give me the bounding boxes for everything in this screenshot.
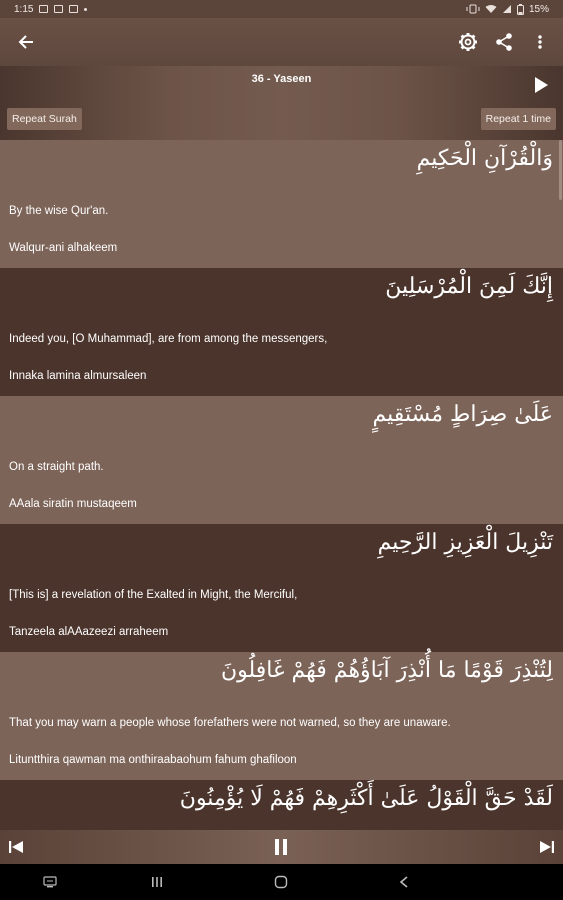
verse-arabic: لِتُنْذِرَ قَوْمًا مَا أُنْذِرَ آبَاؤُهُمْ فَهُمْ غَافِلُونَ [220, 658, 553, 683]
skip-next-icon [539, 839, 555, 855]
more-vert-icon [537, 33, 543, 51]
signal-icon [502, 4, 512, 14]
recent-apps-icon [150, 875, 164, 889]
more-options-button[interactable] [525, 27, 555, 57]
mail-notification-icon [54, 5, 63, 13]
status-time: 1:15 [14, 3, 34, 15]
skip-previous-icon [8, 839, 24, 855]
app-toolbar [0, 18, 563, 66]
home-icon [274, 875, 288, 889]
verse-translation: On a straight path. [9, 461, 104, 473]
back-nav-button[interactable] [396, 874, 412, 890]
verse-translation: [This is] a revelation of the Exalted in Might, the Merciful, [9, 589, 298, 601]
gallery-notification-icon [39, 5, 48, 13]
verse-transliteration: Walqur-ani alhakeem [9, 242, 118, 254]
play-button[interactable] [531, 75, 551, 95]
verse-list[interactable] [0, 140, 563, 830]
repeat-times-button[interactable]: Repeat 1 time [481, 108, 556, 130]
verse-item[interactable] [0, 396, 563, 524]
photo-notification-icon [69, 5, 78, 13]
recent-apps-button[interactable] [149, 874, 165, 890]
verse-item[interactable] [0, 652, 563, 780]
verse-arabic: إِنَّكَ لَمِنَ الْمُرْسَلِينَ [385, 274, 553, 299]
verse-translation: That you may warn a people whose forefathers were not warned, so they are unaware. [9, 717, 451, 729]
system-navigation-bar [0, 864, 563, 900]
skip-next-button[interactable] [537, 837, 557, 857]
skip-previous-button[interactable] [6, 837, 26, 857]
battery-percent: 15% [528, 3, 549, 15]
verse-transliteration: Lituntthira qawman ma onthiraabaohum fahum ghafiloon [9, 754, 297, 766]
vibrate-icon [466, 4, 480, 14]
verse-arabic: عَلَىٰ صِرَاطٍ مُسْتَقِيمٍ [372, 402, 553, 427]
arrow-left-icon [18, 34, 34, 50]
repeat-surah-button[interactable]: Repeat Surah [7, 108, 82, 130]
wifi-icon [485, 4, 497, 14]
battery-icon [517, 4, 524, 15]
share-button[interactable] [489, 27, 519, 57]
settings-button[interactable] [453, 27, 483, 57]
verse-item[interactable] [0, 780, 563, 830]
verse-translation: By the wise Qur'an. [9, 205, 109, 217]
verse-translation: Indeed you, [O Muhammad], are from among the messengers, [9, 333, 328, 345]
verse-transliteration: Innaka lamina almursaleen [9, 370, 147, 382]
verse-transliteration: Tanzeela alAAazeezi arraheem [9, 626, 169, 638]
keyboard-icon [43, 876, 57, 888]
surah-header [0, 66, 563, 140]
verse-arabic: وَالْقُرْآنِ الْحَكِيمِ [416, 146, 553, 171]
verse-arabic: تَنْزِيلَ الْعَزِيزِ الرَّحِيمِ [377, 530, 553, 555]
verse-transliteration: AAala siratin mustaqeem [9, 498, 137, 510]
home-button[interactable] [273, 874, 289, 890]
play-icon [531, 75, 551, 95]
back-button[interactable] [0, 18, 52, 66]
pause-button[interactable] [271, 837, 291, 857]
audio-player-bar [0, 830, 563, 864]
scrollbar[interactable] [559, 140, 562, 200]
keyboard-nav-button[interactable] [42, 874, 58, 890]
verse-item[interactable] [0, 524, 563, 652]
share-icon [494, 32, 514, 52]
verse-item[interactable] [0, 140, 563, 268]
verse-arabic: لَقَدْ حَقَّ الْقَوْلُ عَلَىٰ أَكْثَرِهِمْ فَهُمْ لَا يُؤْمِنُونَ [179, 786, 553, 811]
verse-item[interactable] [0, 268, 563, 396]
surah-title: 36 - Yaseen [251, 73, 312, 85]
pause-icon [273, 838, 289, 856]
status-bar [0, 0, 563, 18]
gear-icon [458, 32, 478, 52]
back-chevron-icon [398, 875, 410, 889]
more-notifications-icon [84, 8, 87, 11]
